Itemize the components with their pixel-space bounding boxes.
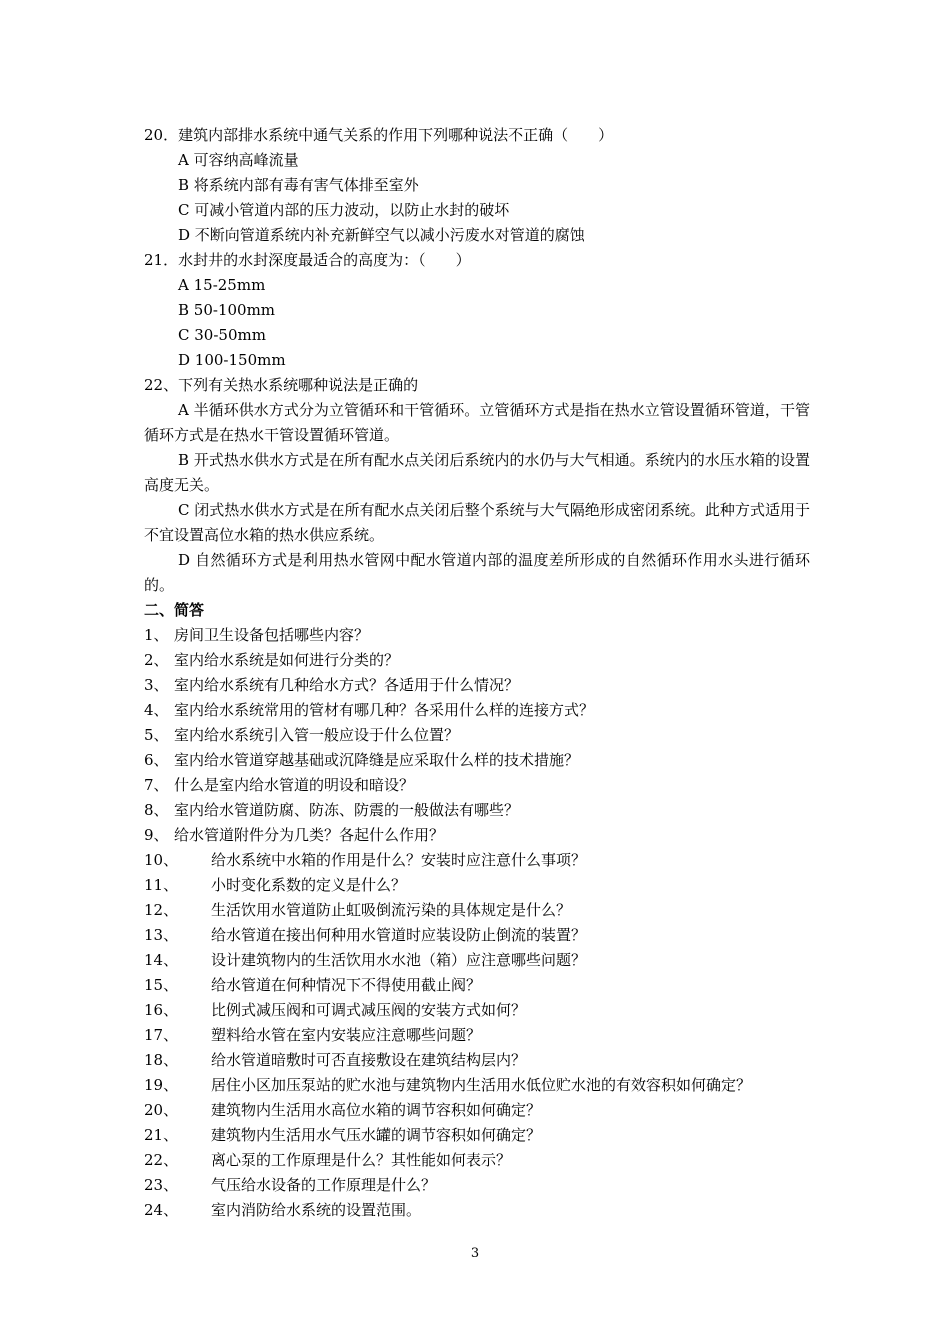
question-text: 建筑物内生活用水高位水箱的调节容积如何确定？ bbox=[211, 1101, 542, 1119]
short-question bbox=[144, 898, 810, 923]
short-question bbox=[144, 623, 810, 648]
short-question bbox=[144, 1148, 810, 1173]
question-number: 20、 bbox=[144, 1101, 179, 1119]
short-question bbox=[144, 998, 810, 1023]
option-a: A 15-25mm bbox=[178, 276, 266, 294]
question-text: 给水管道在何种情况下不得使用截止阀？ bbox=[211, 976, 482, 994]
question-text: 居住小区加压泵站的贮水池与建筑物内生活用水低位贮水池的有效容积如何确定？ bbox=[211, 1076, 752, 1094]
question-number: 1、 bbox=[144, 626, 169, 644]
option-d: D 不断向管道系统内补充新鲜空气以减小污废水对管道的腐蚀 bbox=[178, 226, 585, 244]
question-number: 18、 bbox=[144, 1051, 179, 1069]
question-number: 24、 bbox=[144, 1201, 179, 1219]
short-answer-list-continued bbox=[144, 848, 810, 1223]
option-d: D 100-150mm bbox=[178, 351, 286, 369]
short-question bbox=[144, 848, 810, 873]
short-question bbox=[144, 773, 810, 798]
question-number: 11、 bbox=[144, 876, 179, 894]
question-text: 给水管道在接出何种用水管道时应装设防止倒流的装置？ bbox=[211, 926, 587, 944]
question-21: 21．水封井的水封深度最适合的高度为：（ ） bbox=[144, 251, 471, 269]
question-text: 室内给水系统引入管一般应设于什么位置？ bbox=[174, 726, 460, 744]
question-number: 8、 bbox=[144, 801, 169, 819]
question-number: 22、 bbox=[144, 1151, 179, 1169]
question-text: 给水管道暗敷时可否直接敷设在建筑结构层内？ bbox=[211, 1051, 527, 1069]
option-c: C 30-50mm bbox=[178, 326, 266, 344]
question-number: 9、 bbox=[144, 826, 169, 844]
question-20: 20．建筑内部排水系统中通气关系的作用下列哪种说法不正确（ ） bbox=[144, 126, 614, 144]
short-question bbox=[144, 973, 810, 998]
question-number: 23、 bbox=[144, 1176, 179, 1194]
question-text: 气压给水设备的工作原理是什么？ bbox=[211, 1176, 437, 1194]
question-number: 7、 bbox=[144, 776, 169, 794]
question-text: 设计建筑物内的生活饮用水水池（箱）应注意哪些问题？ bbox=[211, 951, 587, 969]
question-text: 室内给水系统有几种给水方式？各适用于什么情况？ bbox=[174, 676, 520, 694]
short-question bbox=[144, 723, 810, 748]
short-question bbox=[144, 1073, 810, 1098]
short-question bbox=[144, 1098, 810, 1123]
short-question bbox=[144, 648, 810, 673]
short-question bbox=[144, 823, 810, 848]
question-text: 建筑物内生活用水气压水罐的调节容积如何确定？ bbox=[211, 1126, 542, 1144]
option-b: B 50-100mm bbox=[178, 301, 276, 319]
short-question bbox=[144, 1048, 810, 1073]
section-heading: 二、简答 bbox=[144, 601, 205, 619]
question-text: 室内给水管道穿越基础或沉降缝是应采取什么样的技术措施？ bbox=[174, 751, 580, 769]
option-d: D 自然循环方式是利用热水管网中配水管道内部的温度差所形成的自然循环作用水头进行循环的。 bbox=[144, 551, 810, 594]
short-question bbox=[144, 1198, 810, 1223]
question-text: 生活饮用水管道防止虹吸倒流污染的具体规定是什么？ bbox=[211, 901, 572, 919]
question-number: 19、 bbox=[144, 1076, 179, 1094]
question-text: 室内给水系统常用的管材有哪几种？各采用什么样的连接方式？ bbox=[174, 701, 595, 719]
question-number: 5、 bbox=[144, 726, 169, 744]
question-text: 室内给水管道防腐、防冻、防震的一般做法有哪些？ bbox=[174, 801, 520, 819]
question-number: 13、 bbox=[144, 926, 179, 944]
question-number: 10、 bbox=[144, 851, 179, 869]
question-text: 离心泵的工作原理是什么？其性能如何表示？ bbox=[211, 1151, 512, 1169]
question-number: 12、 bbox=[144, 901, 179, 919]
question-number: 15、 bbox=[144, 976, 179, 994]
question-22: 22、下列有关热水系统哪种说法是正确的 bbox=[144, 376, 419, 394]
question-number: 4、 bbox=[144, 701, 169, 719]
question-text: 小时变化系数的定义是什么？ bbox=[211, 876, 407, 894]
page-content bbox=[144, 123, 810, 1223]
question-number: 3、 bbox=[144, 676, 169, 694]
option-a: A 可容纳高峰流量 bbox=[178, 151, 299, 169]
question-text: 比例式减压阀和可调式减压阀的安装方式如何？ bbox=[211, 1001, 527, 1019]
page-number: 3 bbox=[470, 1246, 480, 1261]
option-c: C 闭式热水供水方式是在所有配水点关闭后整个系统与大气隔绝形成密闭系统。此种方式适用于不宜设置高位水箱的热水供应系统。 bbox=[144, 501, 810, 544]
short-question bbox=[144, 798, 810, 823]
short-question bbox=[144, 1123, 810, 1148]
question-text: 室内消防给水系统的设置范围。 bbox=[211, 1201, 422, 1219]
short-question bbox=[144, 923, 810, 948]
question-text: 给水管道附件分为几类？各起什么作用？ bbox=[174, 826, 445, 844]
short-question bbox=[144, 698, 810, 723]
short-question bbox=[144, 748, 810, 773]
option-b: B 将系统内部有毒有害气体排至室外 bbox=[178, 176, 419, 194]
short-question bbox=[144, 673, 810, 698]
question-number: 21、 bbox=[144, 1126, 179, 1144]
short-question bbox=[144, 1023, 810, 1048]
question-text: 什么是室内给水管道的明设和暗设？ bbox=[174, 776, 415, 794]
question-number: 16、 bbox=[144, 1001, 179, 1019]
question-number: 6、 bbox=[144, 751, 169, 769]
question-number: 2、 bbox=[144, 651, 169, 669]
short-answer-list bbox=[144, 623, 810, 848]
question-text: 房间卫生设备包括哪些内容？ bbox=[174, 626, 370, 644]
short-question bbox=[144, 948, 810, 973]
question-text: 给水系统中水箱的作用是什么？安装时应注意什么事项？ bbox=[211, 851, 587, 869]
question-text: 室内给水系统是如何进行分类的？ bbox=[174, 651, 400, 669]
question-number: 14、 bbox=[144, 951, 179, 969]
option-b: B 开式热水供水方式是在所有配水点关闭后系统内的水仍与大气相通。系统内的水压水箱的设置高度无关。 bbox=[144, 451, 810, 494]
question-text: 塑料给水管在室内安装应注意哪些问题？ bbox=[211, 1026, 482, 1044]
option-a: A 半循环供水方式分为立管循环和干管循环。立管循环方式是指在热水立管设置循环管道，干管循环方式是在热水干管设置循环管道。 bbox=[144, 401, 810, 444]
question-number: 17、 bbox=[144, 1026, 179, 1044]
short-question bbox=[144, 1173, 810, 1198]
option-c: C 可减小管道内部的压力波动，以防止水封的破坏 bbox=[178, 201, 510, 219]
short-question bbox=[144, 873, 810, 898]
